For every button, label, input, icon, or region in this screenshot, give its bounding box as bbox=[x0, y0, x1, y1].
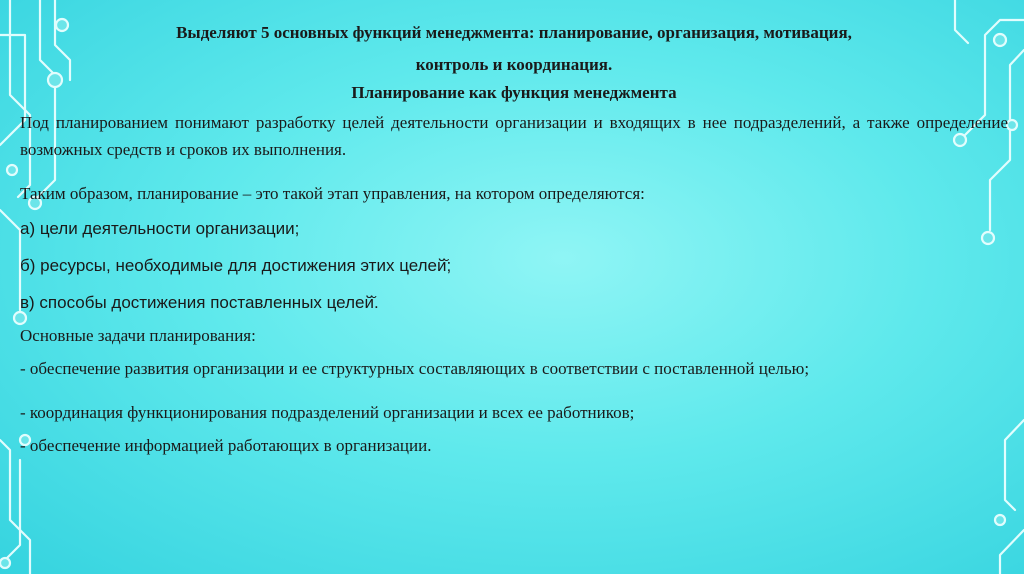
slide-content bbox=[20, 17, 1008, 459]
list-item: в) способы достижения поставленных целей̆. bbox=[20, 293, 379, 312]
task-item: - координация функционирования подразделений организации и всех ее работников; bbox=[20, 403, 635, 422]
slide-title bbox=[20, 17, 1008, 81]
planning-stage-intro: Таким образом, планирование – это такой этап управления, на котором определяются: bbox=[20, 184, 645, 203]
list-item: б) ресурсы, необходимые для достижения этих целей̆; bbox=[20, 256, 452, 275]
tasks-heading: Основные задачи планирования: bbox=[20, 326, 256, 345]
section-heading: Планирование как функция менеджмента bbox=[351, 83, 677, 102]
planning-definition: Под планированием понимают разработку целей деятельности организации и входящих в нее подразделений, а также определение возможных средств и сроков их выполнения. bbox=[20, 113, 1008, 159]
title-line-2: контроль и координация. bbox=[415, 55, 613, 74]
task-item: - обеспечение информацией работающих в организации. bbox=[20, 436, 432, 455]
title-line-1: Выделяют 5 основных функций менеджмента: планирование, организация, мотивация, bbox=[176, 23, 852, 42]
list-item: а) цели деятельности организации; bbox=[20, 219, 300, 238]
task-item: - обеспечение развития организации и ее структурных составляющих в соответствии с поставленной целью; bbox=[20, 359, 810, 378]
